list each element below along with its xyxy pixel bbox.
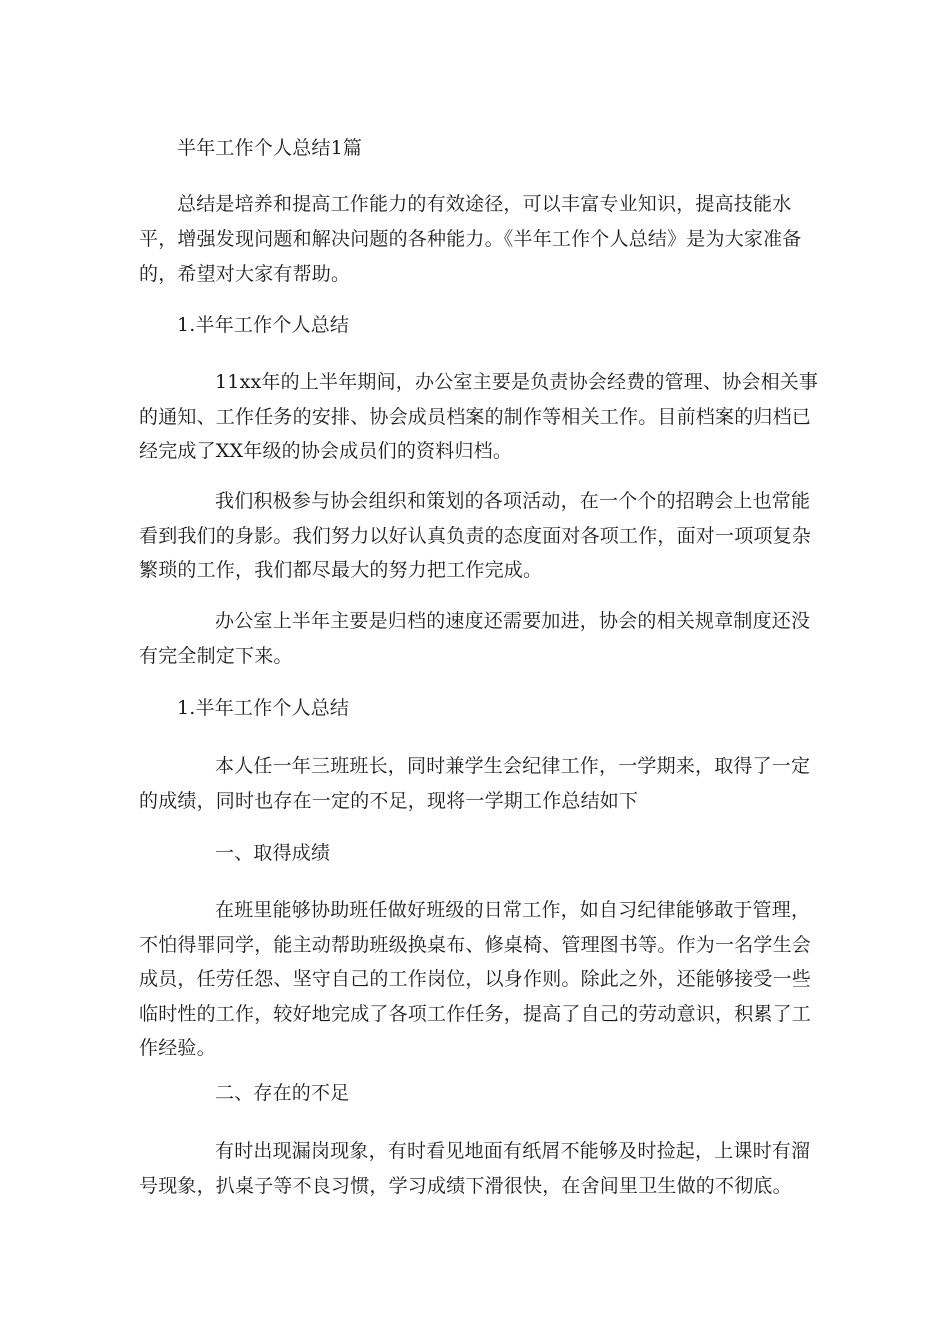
section1-heading: 1.半年工作个人总结 (177, 314, 350, 336)
section2-intro: 本人任一年三班班长，同时兼学生会纪律工作，一学期来，取得了一定的成绩，同时也存在一定的不足，现将一学期工作总结如下 (139, 755, 811, 812)
section2-heading: 1.半年工作个人总结 (177, 697, 350, 719)
intro-paragraph: 总结是培养和提高工作能力的有效途径，可以丰富专业知识，提高技能水平，增强发现问题和解决问题的各种能力。《半年工作个人总结》是为大家准备的，希望对大家有帮助。 (139, 193, 802, 285)
section1-paragraph-2: 我们积极参与协会组织和策划的各项活动，在一个个的招聘会上也常能看到我们的身影。我们努力以好认真负责的态度面对各项工作，面对一项项复杂繁琐的工作，我们都尽最大的努力把工作完成。 (139, 490, 812, 581)
document-title: 半年工作个人总结1篇 (177, 137, 363, 159)
sub1-heading: 一、取得成绩 (215, 842, 331, 864)
sub2-heading: 二、存在的不足 (215, 1082, 350, 1104)
section1-paragraph-1: 11xx年的上半年期间，办公室主要是负责协会经费的管理、协会相关事的通知、工作任务的安排、协会成员档案的制作等相关工作。目前档案的归档已经完成了XX年级的协会成员们的资料归档。 (139, 371, 819, 462)
section1-paragraph-3: 办公室上半年主要是归档的速度还需要加进，协会的相关规章制度还没有完全制定下来。 (139, 610, 811, 667)
sub2-paragraph: 有时出现漏岗现象，有时看见地面有纸屑不能够及时捡起，上课时有溜号现象，扒桌子等不良习惯，学习成绩下滑很快，在舍间里卫生做的不彻底。 (139, 1140, 811, 1197)
sub1-paragraph: 在班里能够协助班任做好班级的日常工作，如自习纪律能够敢于管理，不怕得罪同学，能主动帮助班级换桌布、修桌椅、管理图书等。作为一名学生会成员，任劳任怨、坚守自己的工作岗位，以身作则。除此之外，还能够接受一些临时性的工作，较好地完成了各项工作任务，提高了自己的劳动意识，积累了工作经验。 (139, 899, 812, 1059)
